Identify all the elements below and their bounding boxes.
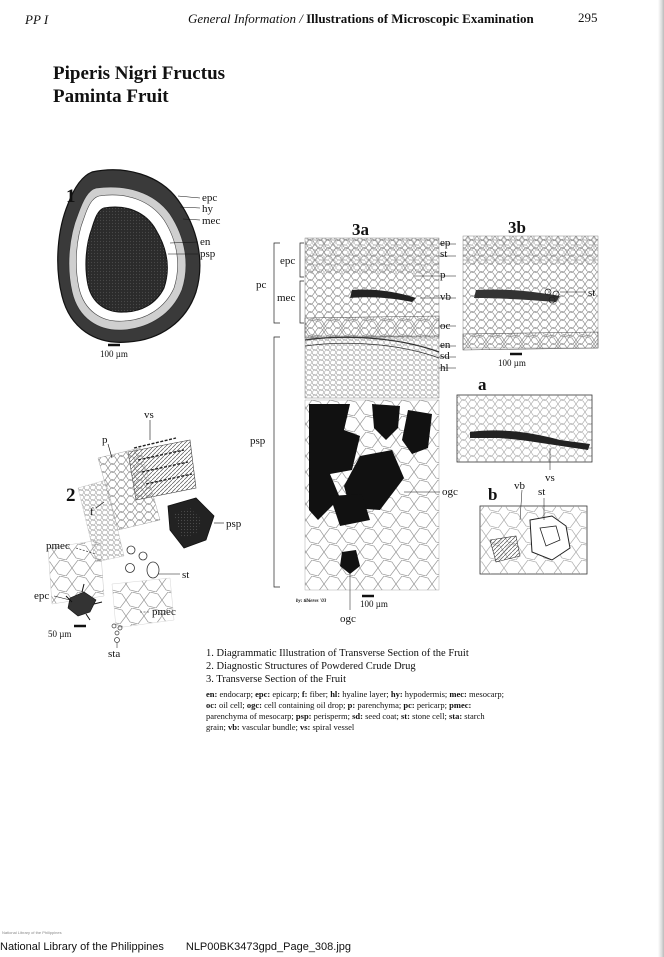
legend-def: spiral vessel [310,722,355,732]
legend-abbr: ogc: [246,700,262,710]
legend-abbr: st: [401,711,410,721]
legend-abbr: pc: [403,700,415,710]
fig3a-label-vs: vs [545,472,555,484]
title-common: Paminta Fruit [53,86,169,107]
header-general-information: General Information / [188,11,303,26]
fig2-label-f: f [90,506,94,518]
header-section-code: PP I [25,12,49,27]
scan-stamp: National Library of the Philippines [2,930,62,935]
fig3-label-st: st [440,248,448,260]
fig2-number: 2 [66,485,76,506]
fig3-label-en: en [440,339,451,351]
legend-def: hypodermis; [402,689,450,699]
legend-def: stone cell; [409,711,449,721]
fig1-label-epc: epc [202,192,218,204]
fig3b-label-vb: vb [514,480,525,492]
caption-3: 3. Transverse Section of the Fruit [206,674,346,685]
legend-abbr: p: [347,700,356,710]
legend-def: parenchyma; [355,700,404,710]
legend-def: fiber; [307,689,331,699]
fig2-label-st: st [182,569,190,581]
fig2-label-p: p [102,434,108,446]
footer-library: National Library of the Philippines [0,941,164,953]
legend-def: seed coat; [363,711,401,721]
legend-def: hyaline layer; [340,689,391,699]
legend-abbr: hy: [390,689,403,699]
fig2-label-pmec-right: pmec [152,606,176,618]
legend-abbr: f: [301,689,308,699]
fig3b-label-st: st [588,287,596,299]
legend-abbr: en: [206,689,218,699]
fig2-label-pmec-left: pmec [46,540,70,552]
page-number: 295 [578,10,598,25]
legend-abbr: pmec: [449,700,472,710]
fig3-label-epc: epc [280,255,296,267]
fig3-label-ogc-2: ogc [340,613,356,625]
fig1-label-psp: psp [200,248,216,260]
legend-def: endocarp; [217,689,256,699]
fig1-label-mec: mec [202,215,221,227]
fig3b-number: 3b [508,218,526,237]
legend-abbr: vs: [299,722,311,732]
fig1-number: 1 [66,186,76,207]
legend-abbr: epc: [255,689,271,699]
fig3a-number: 3a [352,220,369,239]
abbreviation-legend [206,689,506,733]
caption-2: 2. Diagnostic Structures of Powdered Crude Drug [206,661,416,672]
legend-abbr: hl: [330,689,341,699]
fig3-label-oc: oc [440,320,451,332]
legend-def: vascular bundle; [239,722,300,732]
fig3a-scale: 100 µm [360,599,388,609]
legend-abbr: oc: [206,700,217,710]
legend-abbr: psp: [295,711,312,721]
fig2-label-epc: epc [34,590,50,602]
fig3b-label-st-b: st [538,486,546,498]
fig3-sub-b: b [488,485,498,504]
fig3-label-sd: sd [440,350,450,362]
legend-abbr: vb: [227,722,240,732]
artist-credit: by: tibieres '03 [296,599,327,604]
fig3-label-psp: psp [250,435,266,447]
figure-3-transverse-section [274,236,598,610]
fig3-sub-a: a [478,375,487,394]
caption-1: 1. Diagrammatic Illustration of Transverse Section of the Fruit [206,648,469,659]
fig2-label-sta: sta [108,648,121,660]
fig3-label-ep: ep [440,237,451,249]
legend-def: perisperm; [311,711,353,721]
title-latin: Piperis Nigri Fructus [53,63,226,84]
fig1-label-hy: hy [202,203,213,215]
legend-def: parenchyma of mesocarp; [206,711,296,721]
fig3-label-mec: mec [277,292,296,304]
legend-def: oil cell; [216,700,247,710]
fig3-label-pc: pc [256,279,267,291]
legend-def: mesocarp; [466,689,504,699]
legend-def: starch grain; [206,711,485,732]
fig1-scale: 100 µm [100,349,128,359]
fig3b-scale: 100 µm [498,358,526,368]
fig3-label-p: p [440,269,446,281]
footer-filename: NLP00BK3473gpd_Page_308.jpg [185,941,352,953]
fig1-label-en: en [200,236,211,248]
legend-abbr: mec: [449,689,467,699]
footer [0,941,351,953]
legend-def: cell containing oil drop; [261,700,348,710]
fig3-label-hl: hl [440,362,449,374]
legend-abbr: sta: [448,711,463,721]
fig2-label-vs: vs [144,409,154,421]
fig2-scale: 50 µm [48,629,72,639]
legend-def: pericarp; [414,700,450,710]
header-illustrations: Illustrations of Microscopic Examination [306,11,534,26]
fig2-label-psp: psp [226,518,242,530]
fig3-label-vb: vb [440,291,451,303]
legend-abbr: sd: [352,711,363,721]
fig3-label-ogc-1: ogc [442,486,458,498]
legend-def: epicarp; [270,689,302,699]
figure-1-cross-section [58,170,200,345]
figure-captions [206,647,469,686]
figure-2-powder-structures [48,420,224,648]
